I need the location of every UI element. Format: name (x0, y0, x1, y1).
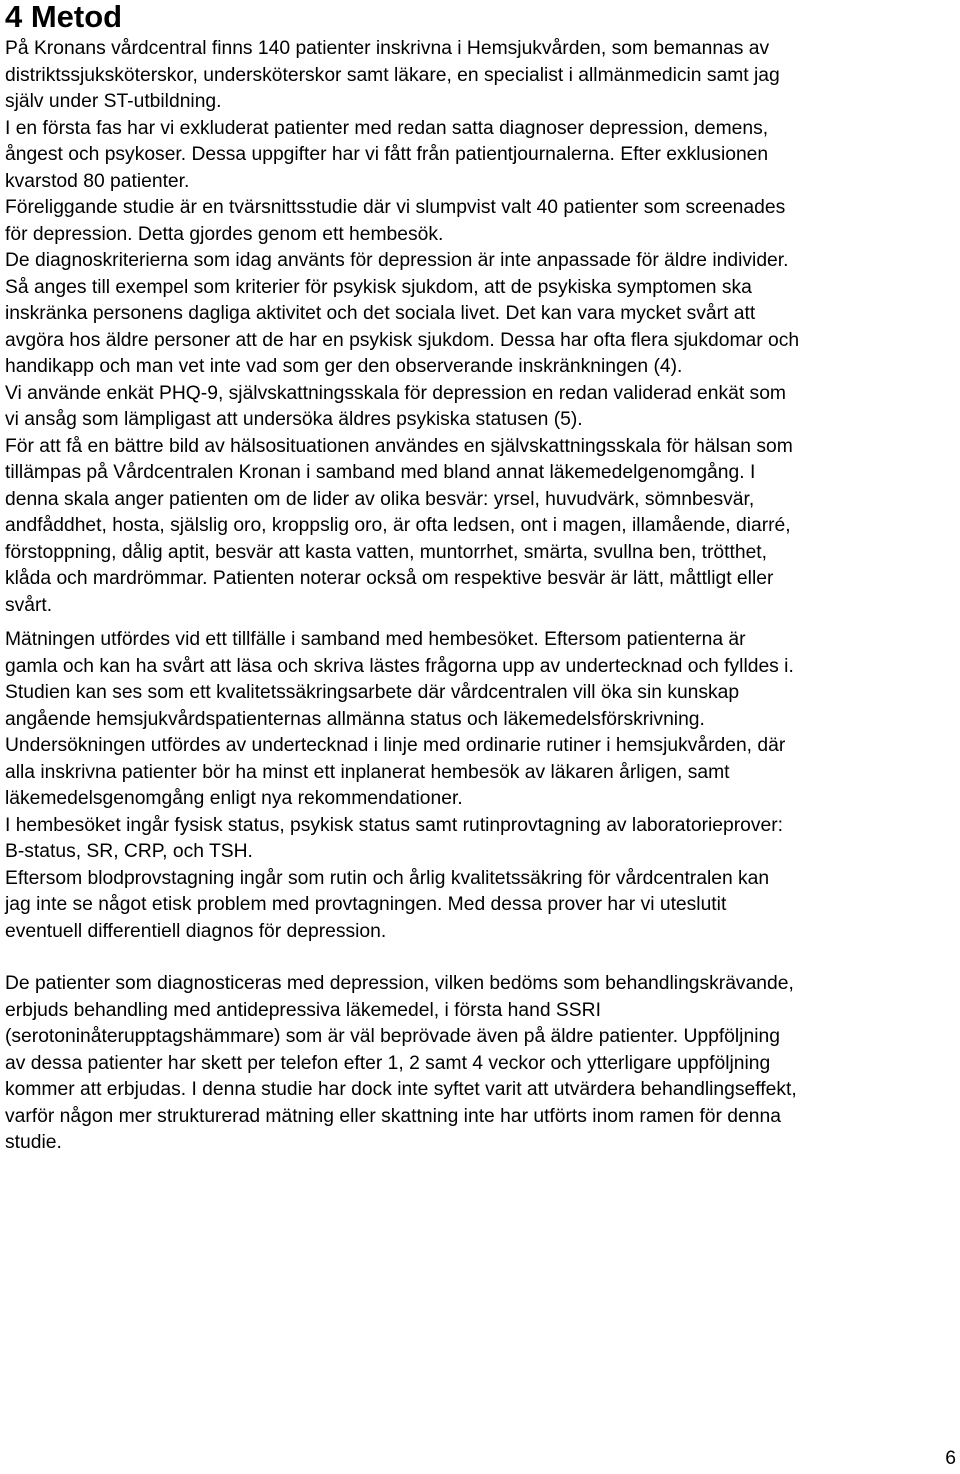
text-line: denna skala anger patienten om de lider av olika besvär: yrsel, huvudvärk, sömnbesvär, (5, 488, 755, 510)
paragraph-spacer (5, 945, 957, 971)
text-line: gamla och kan ha svårt att läsa och skriva lästes frågorna upp av undertecknad och fylldes i. (5, 655, 794, 677)
text-line: tillämpas på Vårdcentralen Kronan i samband med bland annat läkemedelgenomgång. I (5, 462, 756, 483)
text-line: angående hemsjukvårdspatienternas allmänna status och läkemedelsförskrivning. (5, 708, 705, 730)
text-line: eventuell differentiell diagnos för depression. (5, 920, 387, 942)
page-number: 6 (945, 1448, 956, 1469)
text-line: Föreliggande studie är en tvärsnittsstudie där vi slumpvist valt 40 patienter som screenades (5, 197, 786, 218)
text-line: De diagnoskriterierna som idag använts för depression är inte anpassade för äldre individer. (5, 250, 789, 271)
text-line: I en första fas har vi exkluderat patienter med redan satta diagnoser depression, demens, (5, 117, 769, 139)
text-line: Studien kan ses som ett kvalitetssäkringsarbete där vårdcentralen vill öka sin kunskap (5, 682, 740, 703)
text-line: varför någon mer strukturerad mätning eller skattning inte har utförts inom ramen för denna (5, 1105, 781, 1127)
text-line: alla inskrivna patienter bör ha minst ett inplanerat hembesök av läkaren årligen, samt (5, 761, 730, 783)
paragraph-treatment (5, 971, 957, 1157)
text-line: läkemedelsgenomgång enligt nya rekommendationer. (5, 788, 463, 809)
text-line: För att få en bättre bild av hälsosituationen användes en självskattningsskala för hälsan som (5, 435, 793, 457)
text-line: På Kronans vårdcentral finns 140 patienter inskrivna i Hemsjukvården, som bemannas av (5, 38, 770, 59)
text-line: studie. (5, 1132, 62, 1153)
text-line: distriktssjuksköterskor, undersköterskor samt läkare, en specialist i allmänmedicin samt jag (5, 64, 780, 86)
text-line: av dessa patienter har skett per telefon efter 1, 2 samt 4 veckor och ytterligare uppföljning (5, 1052, 771, 1074)
text-line: handikapp och man vet inte vad som ger den observerande inskränkningen (4). (5, 356, 683, 377)
paragraph-measurement (5, 627, 957, 945)
text-line: inskränka personens dagliga aktivitet och det sociala livet. Det kan vara mycket svårt att (5, 303, 756, 324)
paragraph-method-intro (5, 36, 957, 619)
text-line: avgöra hos äldre personer att de har en psykisk sjukdom. Dessa har ofta flera sjukdomar och (5, 329, 800, 351)
text-line: vi ansåg som lämpligast att undersöka äldres psykiska statusen (5). (5, 409, 583, 430)
text-line: för depression. Detta gjordes genom ett hembesök. (5, 223, 444, 245)
text-line: De patienter som diagnosticeras med depression, vilken bedöms som behandlingskrävande, (5, 973, 794, 994)
text-line: förstoppning, dålig aptit, besvär att kasta vatten, muntorrhet, smärta, svullna ben, trötthet, (5, 541, 768, 563)
text-line: kommer att erbjudas. I denna studie har dock inte syftet varit att utvärdera behandlingseffekt, (5, 1079, 797, 1100)
text-line: jag inte se något etisk problem med provtagningen. Med dessa prover har vi uteslutit (5, 894, 727, 915)
text-line: andfåddhet, hosta, själslig oro, kroppslig oro, är ofta ledsen, ont i magen, illamående, diarré, (5, 515, 791, 536)
section-heading: 4 Metod (5, 0, 123, 34)
text-line: erbjuds behandling med antidepressiva läkemedel, i första hand SSRI (5, 999, 601, 1021)
text-line: B-status, SR, CRP, och TSH. (5, 841, 253, 862)
text-line: Vi använde enkät PHQ-9, självskattningsskala för depression en redan validerad enkät som (5, 382, 786, 404)
text-line: kvarstod 80 patienter. (5, 170, 190, 192)
text-line: Så anges till exempel som kriterier för psykisk sjukdom, att de psykiska symptomen ska (5, 276, 752, 298)
paragraph-spacer (5, 619, 957, 627)
text-line: Eftersom blodprovstagning ingår som rutin och årlig kvalitetssäkring för vårdcentralen kan (5, 867, 770, 889)
text-line: svårt. (5, 594, 53, 616)
text-line: klåda och mardrömmar. Patienten noterar också om respektive besvär är lätt, måttligt eller (5, 568, 774, 589)
text-line: I hembesöket ingår fysisk status, psykisk status samt rutinprovtagning av laboratorieprover: (5, 814, 784, 836)
text-line: ångest och psykoser. Dessa uppgifter har vi fått från patientjournalerna. Efter exklusionen (5, 144, 769, 165)
text-line: (serotoninåterupptagshämmare) som är väl beprövade även på äldre patienter. Uppföljning (5, 1026, 780, 1047)
text-line: själv under ST-utbildning. (5, 91, 222, 112)
text-line: Undersökningen utfördes av undertecknad i linje med ordinarie rutiner i hemsjukvården, där (5, 735, 786, 756)
text-line: Mätningen utfördes vid ett tillfälle i samband med hembesöket. Eftersom patienterna är (5, 629, 746, 650)
document-page (5, 0, 957, 1157)
